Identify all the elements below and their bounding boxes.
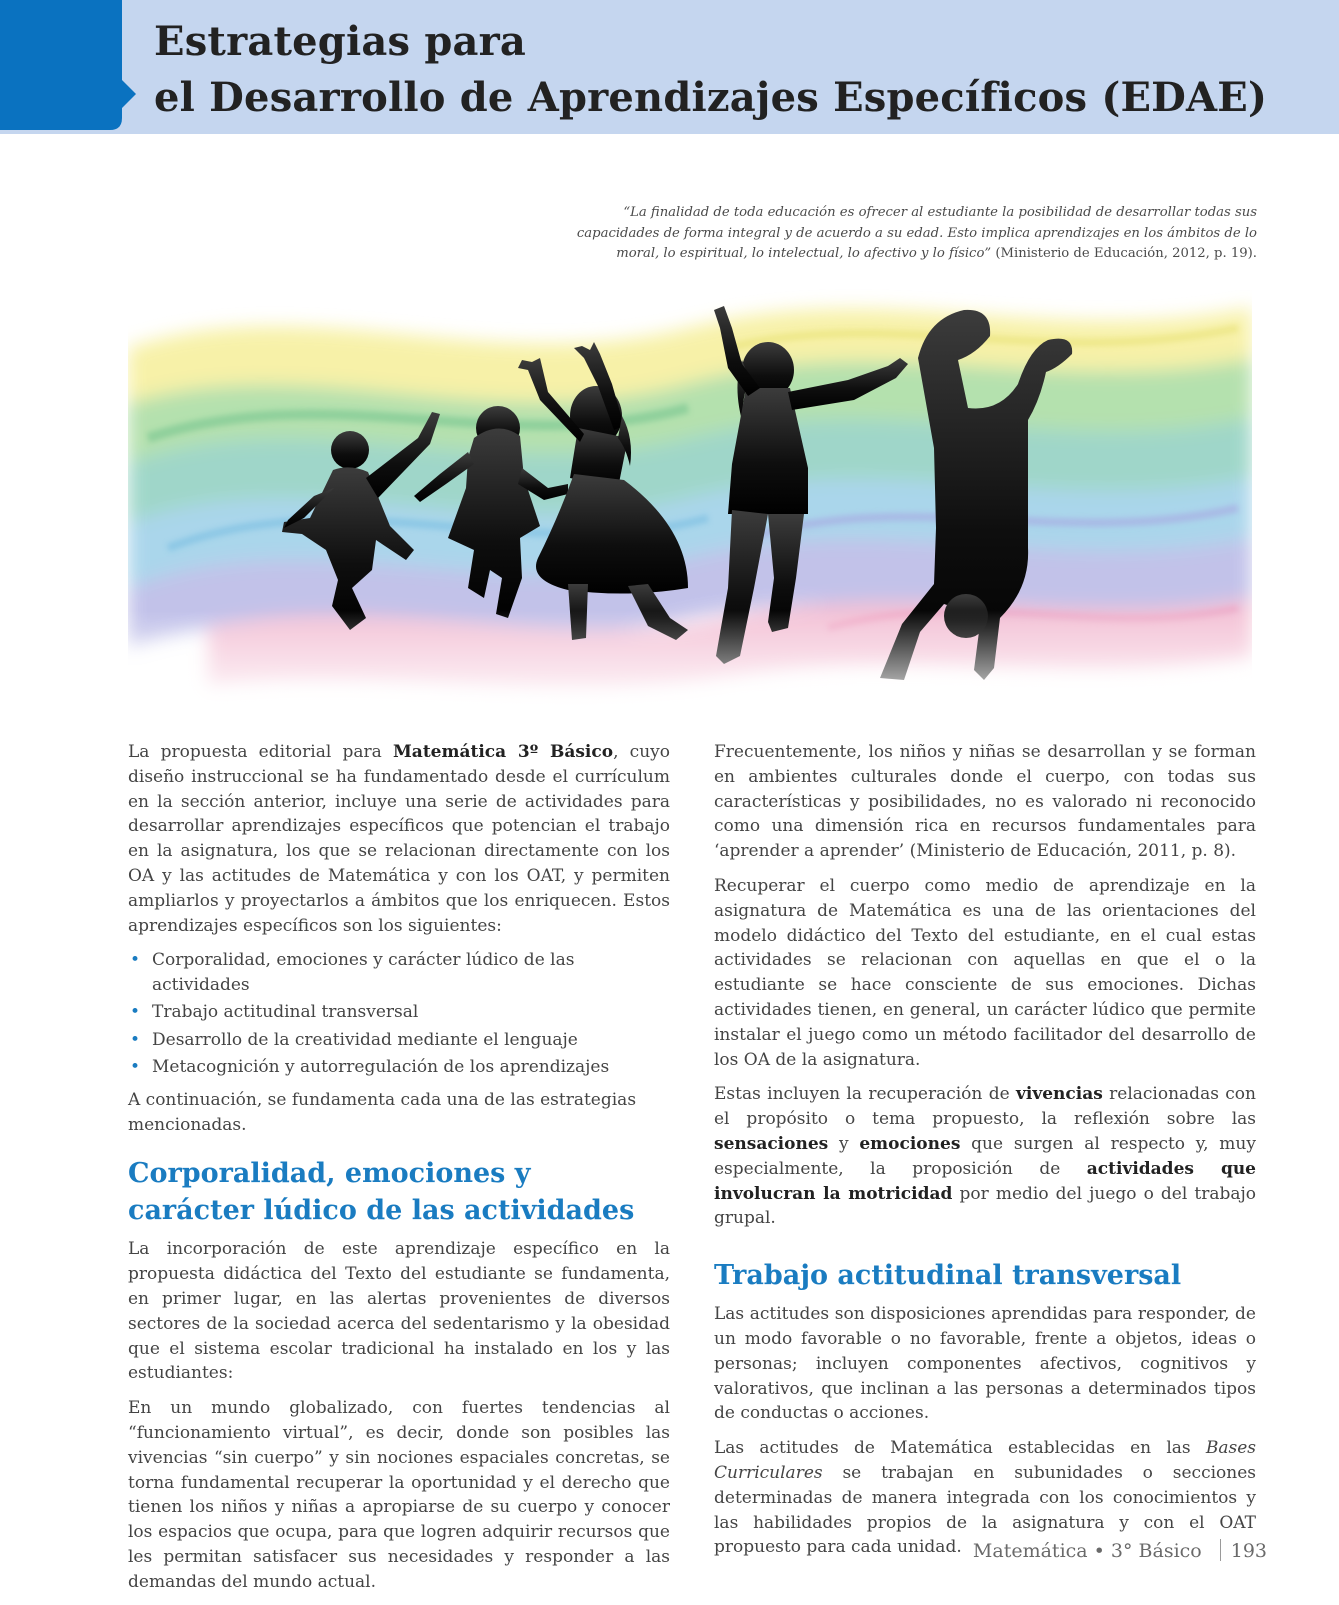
list-item: • Metacognición y autorregulación de los aprendizajes: [128, 1055, 670, 1080]
section-heading-trabajo-actitudinal: Trabajo actitudinal transversal: [714, 1260, 1182, 1292]
page-footer: [973, 1539, 1267, 1562]
text-span: Estas incluyen la recuperación de: [714, 1084, 1016, 1105]
body-paragraph: [714, 1082, 1256, 1231]
body-paragraph: Frecuentemente, los niños y niñas se desarrollan y se forman en ambientes culturales donde el cuerpo, con todas sus características y posibilidades, no es valorado ni reconocido como una dimensión rica en recursos fundamentales para ‘aprender a aprender’ (Ministerio de Educación, 2011, p. 8).: [714, 742, 1256, 862]
page-title-line-2: el Desarrollo de Aprendizajes Específicos (EDAE): [154, 74, 1268, 121]
quote-text: “La finalidad de toda educación es ofrecer al estudiante la posibilidad de desarrollar todas sus capacidades de forma integral y de acuerdo a su edad. Esto implica aprendizajes en los ámbitos de lo moral, lo espiritual, lo intelectual, lo afectivo y lo físico”: [576, 205, 1257, 261]
quote-citation: (Ministerio de Educación, 2012, p. 19).: [991, 246, 1257, 261]
list-item: • Corporalidad, emociones y carácter lúdico de las actividades: [128, 948, 670, 998]
text-span: por medio del juego o del trabajo grupal.: [714, 1183, 1256, 1229]
body-paragraph: Las actitudes son disposiciones aprendidas para responder, de un modo favorable o no favorable, frente a objetos, ideas o personas; incluyen componentes afectivos, cognitivos y valorativos, que inclinan a las personas a determinados tipos de conductas o acciones.: [714, 1304, 1256, 1424]
left-column: [128, 740, 670, 1605]
text-span: que surgen al respecto y, muy especialmente, la proposición de: [714, 1133, 1256, 1179]
bold-term: actividades que involucran la motricidad: [714, 1158, 1257, 1204]
list-item: • Desarrollo de la creatividad mediante el lenguaje: [128, 1028, 670, 1053]
footer-book-label: Matemática • 3° Básico: [972, 1540, 1202, 1562]
list-item: • Trabajo actitudinal transversal: [128, 1000, 670, 1025]
text-span: Las actitudes de Matemática establecidas en las: [714, 1438, 1206, 1459]
intro-text-b: , cuyo diseño instruccional se ha fundamentado desde el currículum en la sección anterior, incluye una serie de actividades para desarrollar aprendizajes específicos que potencian el trabajo en la asignatura, los que se relacionan directamente con los OA y las actitudes de Matemática y con los OAT, y permiten ampliarlos y proyectarlos a ámbitos que los enriquecen. Estos aprendizajes específicos son los siguientes:: [128, 742, 670, 936]
italic-term: Bases Curriculares: [714, 1438, 1256, 1483]
bold-term: vivencias: [1016, 1084, 1103, 1105]
right-column: [714, 740, 1256, 1570]
section-heading-line-1: Corporalidad, emociones y: [128, 1158, 531, 1190]
page-number: 193: [1230, 1540, 1267, 1562]
epigraph-quote: [537, 203, 1257, 265]
strategies-list: [128, 948, 670, 1079]
text-span: y: [828, 1133, 860, 1154]
hero-illustration: [128, 288, 1252, 718]
intro-book-title: Matemática 3º Básico: [392, 742, 614, 762]
text-span: se trabajan en subunidades o secciones determinadas de manera integrada con los conocimientos y las habilidades propios de la asignatura y con el OAT propuesto para cada unidad.: [714, 1462, 1256, 1558]
intro-text-a: La propuesta editorial para: [128, 742, 393, 762]
page-title-line-1: Estrategias para: [154, 18, 527, 65]
footer-separator: [1220, 1539, 1221, 1561]
body-paragraph: Recuperar el cuerpo como medio de aprendizaje en la asignatura de Matemática es una de las orientaciones del modelo didáctico del Texto del estudiante, en el cual estas actividades se relacionan con aquellas en que el o la estudiante se hace consciente de sus emociones. Dichas actividades tienen, en general, un carácter lúdico que permite instalar el juego como un método facilitador del desarrollo de los OA de la asignatura.: [714, 875, 1256, 1070]
section-heading-line-2: carácter lúdico de las actividades: [128, 1195, 635, 1227]
page-title: [154, 14, 1267, 126]
header-tab-marker: [0, 0, 139, 134]
bold-term: emociones: [859, 1133, 961, 1154]
text-span: relacionadas con el propósito o tema propuesto, la reflexión sobre las: [714, 1084, 1256, 1130]
intro-paragraph: [128, 740, 670, 938]
section-heading-corporalidad: [128, 1155, 670, 1229]
body-paragraph: La incorporación de este aprendizaje específico en la propuesta didáctica del Texto del estudiante se fundamenta, en primer lugar, en las alertas provenientes de diversos sectores de la sociedad acerca del sedentarismo y la obesidad que el sistema escolar tradicional ha instalado en los y las estudiantes:: [128, 1239, 670, 1384]
continuation-paragraph: A continuación, se fundamenta cada una de las estrategias mencionadas.: [128, 1089, 637, 1135]
body-paragraph: En un mundo globalizado, con fuertes tendencias al “funcionamiento virtual”, es decir, donde son posibles las vivencias “sin cuerpo” y sin nociones espaciales concretas, se torna fundamental recuperar la oportunidad y el derecho que tienen los niños y niñas a apropiarse de su cuerpo y conocer los espacios que ocupa, para que logren adquirir recursos que les permitan satisfacer sus necesidades y responder a las demandas del mundo actual.: [128, 1398, 670, 1592]
bold-term: sensaciones: [714, 1133, 829, 1154]
